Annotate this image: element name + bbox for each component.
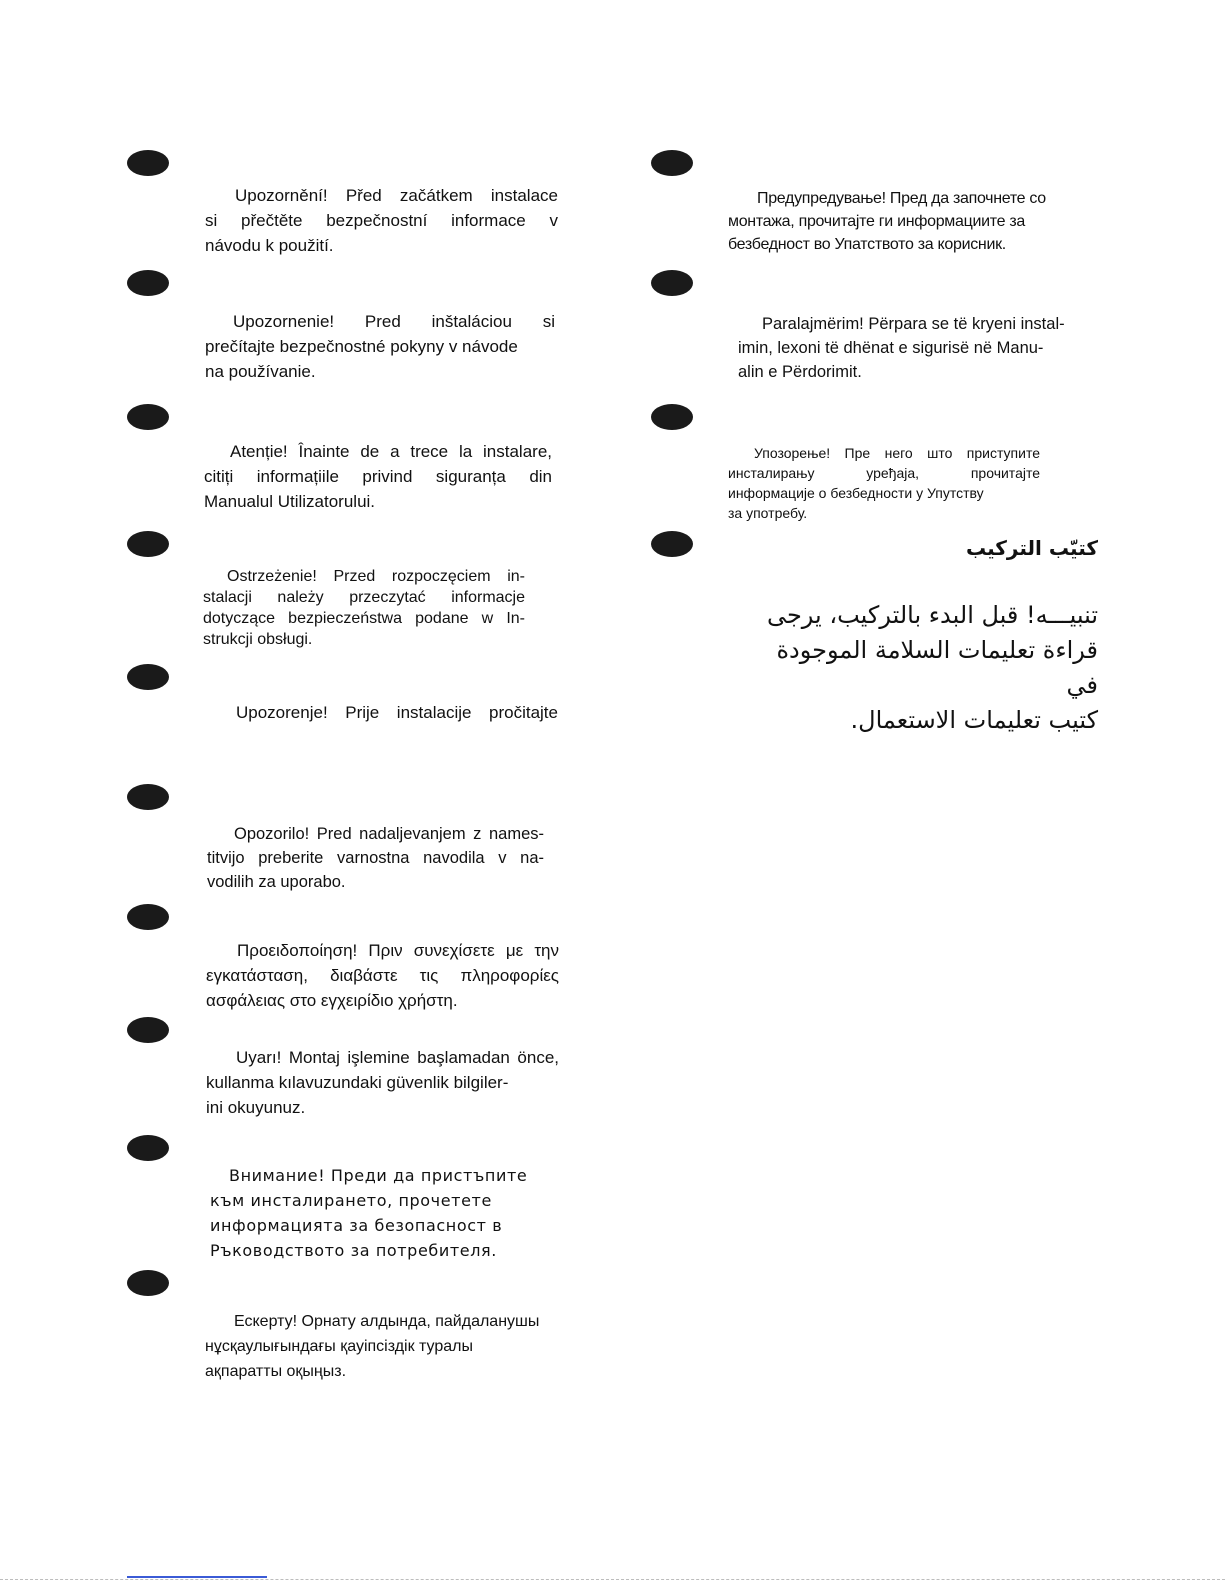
text-line: na používanie. xyxy=(205,362,316,381)
text-line: инсталирању уређаја, прочитајте xyxy=(728,465,1040,481)
language-bullet-bg xyxy=(127,1135,169,1161)
text-line: нұсқаулығындағы қауіпсіздік туралы xyxy=(205,1338,473,1355)
warning-sl xyxy=(207,822,544,894)
language-bullet-el xyxy=(127,904,169,930)
language-bullet-tr xyxy=(127,1017,169,1043)
warning-ro xyxy=(204,439,552,514)
text-line: Προειδοποίηση! Πριν συνεχίσετε με την xyxy=(237,941,559,960)
text-line: ini okuyunuz. xyxy=(206,1098,306,1117)
text-line: návodu k použití. xyxy=(205,236,334,255)
warning-sr xyxy=(728,443,1040,523)
text-line: ασφάλειας στο εγχειρίδιο χρήστη. xyxy=(206,991,458,1010)
text-line: kullanma kılavuzundaki güvenlik bilgiler- xyxy=(206,1073,509,1092)
language-bullet-mk xyxy=(651,150,693,176)
text-line: монтажа, прочитајте ги информациите за xyxy=(728,213,1025,230)
language-bullet-kk xyxy=(127,1270,169,1296)
text-line: Внимание! Преди да пристъпите xyxy=(229,1166,528,1185)
text-line: vodilih za uporabo. xyxy=(207,873,346,891)
text-line: Предупредување! Пред да започнете со xyxy=(757,190,1046,207)
text-line: Ескерту! Орнату алдында, пайдаланушы xyxy=(234,1313,540,1330)
text-line: информацията за безопасност в xyxy=(210,1216,503,1235)
language-bullet-sq xyxy=(651,270,693,296)
text-line: كتيب تعليمات الاستعمال. xyxy=(850,706,1098,734)
text-line: Упозорење! Пре него што приступите xyxy=(754,445,1040,461)
text-line: Ostrzeżenie! Przed rozpoczęciem in- xyxy=(227,568,525,585)
language-bullet-pl xyxy=(127,531,169,557)
text-line: информације о безбедности у Упутству xyxy=(728,485,984,501)
warning-sq xyxy=(733,312,1086,384)
language-bullet-ar xyxy=(651,531,693,557)
text-line: si přečtěte bezpečnostní informace v xyxy=(205,211,558,230)
text-line: قراءة تعليمات السلامة الموجودة في xyxy=(776,636,1098,699)
text-line: Upozorenje! Prije instalacije pročitajte xyxy=(236,703,558,722)
text-line: dotyczące bezpieczeństwa podane w In- xyxy=(203,610,525,627)
footer-link-underline xyxy=(127,1576,267,1578)
warning-cs xyxy=(205,183,558,258)
warning-kk xyxy=(205,1309,558,1384)
language-bullet-ro xyxy=(127,404,169,430)
text-line: strukcji obsługi. xyxy=(203,631,313,648)
language-bullet-sr xyxy=(651,404,693,430)
language-bullet-hr xyxy=(127,664,169,690)
text-line: Uyarı! Montaj işlemine başlamadan önce, xyxy=(236,1048,559,1067)
text-line: titvijo preberite varnostna navodila v na- xyxy=(207,849,544,867)
text-line: ақпаратты оқыңыз. xyxy=(205,1363,347,1380)
warning-tr xyxy=(206,1045,559,1120)
warning-pl xyxy=(203,566,525,650)
text-line: към инсталирането, прочетете xyxy=(210,1191,492,1210)
language-bullet-cs xyxy=(127,150,169,176)
text-line: Atenție! Înainte de a trece la instalare, xyxy=(230,442,552,461)
text-line: Ръководството за потребителя. xyxy=(210,1241,497,1260)
warning-sk xyxy=(205,309,555,384)
text-line: alin e Përdorimit. xyxy=(738,363,862,381)
language-bullet-sk xyxy=(127,270,169,296)
language-bullet-sl xyxy=(127,784,169,810)
text-line: stalacji należy przeczytać informacje xyxy=(203,589,525,606)
warning-mk xyxy=(728,187,1076,256)
text-line: Manualul Utilizatorului. xyxy=(204,492,376,511)
warning-el xyxy=(206,938,559,1013)
arabic-heading: كتيّب التركيب xyxy=(965,536,1098,560)
footer-divider xyxy=(0,1579,1225,1580)
warning-bg xyxy=(210,1163,545,1263)
text-line: Upozornění! Před začátkem instalace xyxy=(235,186,558,205)
text-line: Opozorilo! Pred nadaljevanjem z names- xyxy=(234,825,544,843)
text-line: prečítajte bezpečnostné pokyny v návode xyxy=(205,337,518,356)
text-line: безбедност во Упатството за корисник. xyxy=(728,236,1006,253)
text-line: imin, lexoni të dhënat e sigurisë në Manu- xyxy=(738,339,1044,357)
text-line: за употребу. xyxy=(728,505,808,521)
text-line: citiți informațiile privind siguranța din xyxy=(204,467,552,486)
text-line: تنبيـــه! قبل البدء بالتركيب، يرجى xyxy=(766,601,1098,629)
text-line: Paralajmërim! Përpara se të kryeni instal- xyxy=(762,315,1065,333)
warning-ar xyxy=(758,598,1098,738)
text-line: Upozornenie! Pred inštaláciou si xyxy=(233,312,555,331)
text-line: εγκατάσταση, διαβάστε τις πληροφορίες xyxy=(206,966,559,985)
warning-hr xyxy=(205,700,558,725)
